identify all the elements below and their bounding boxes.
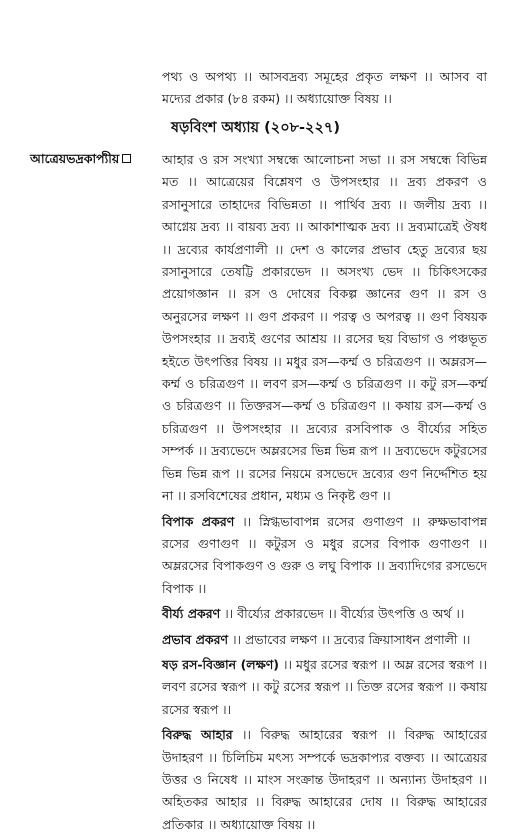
paragraph-text: আহার ও রস সংখ্যা সম্বন্ধে আলোচনা সভা ।। রস সম্বন্ধে বিভিন্ন মত ।। আত্রেয়ের বিশ্লেষণ ও উপসংহার ।। দ্রব্য প্রকরণ ও রসানুসারে তাহাদের বিভিন্নতা ।। পার্থিব দ্রব্য ।। জলীয় দ্রব্য ।। আগ্নেয় দ্রব্য ।। বায়ব্য দ্রব্য ।। আকাশাত্মক দ্রব্য ।। দ্রব্যমাত্রেই ঔষধ ।। দ্রব্যের কার্যপ্রণালী ।। দেশ ও কালের প্রভাব হেতু দ্রব্যের ছয় রসানুসারে তেষট্টি প্রকারভেদ ।। অসংখ্য ভেদ ।। চিকিৎসকের প্রয়োগজ্ঞান ।। রস ও দোষের বিকল্প জ্ঞানের গুণ ।। রস ও অনুরসের লক্ষণ ।। গুণ প্রকরণ ।। পরত্ব ও অপরত্ব ।। গুণ বিষয়ক উপসংহার ।। দ্রব্যই গুণের আশ্রয় ।। রসের ছয় বিভাগ ও পঞ্চভূত হইতে উৎপত্তির বিষয় ।। মধুর রস—কর্ম্ম ও চরিত্রগুণ ।। অম্লরস—কর্ম্ম ও চরিত্রগুণ ।। লবণ রস—কর্ম্ম ও চরিত্রগুণ ।। কটু রস—কর্ম্ম ও চরিত্রগুণ ।। তিক্তরস—কর্ম্ম ও চরিত্রগুণ ।। কষায় রস—কর্ম্ম ও চরিত্রগুণ ।। উপসংহার ।। দ্রব্যের রসবিপাক ও বীর্য্যের সহিত সম্পর্ক ।। দ্রব্যভেদে অম্লরসের ভিন্ন ভিন্ন রূপ ।। দ্রব্যভেদে কটুরসের ভিন্ন ভিন্ন রূপ ।। রসের নিয়মে রসভেদে দ্রব্যের গুণ নির্দ্দেশিত হয় না ।। রসবিশেষের প্রধান, মধ্যম ও নিকৃষ্ট গুণ ।। xyxy=(162,152,487,504)
box-icon xyxy=(122,154,131,163)
paragraph-text: ।। মধুর রসের স্বরূপ ।। অম্ল রসের স্বরূপ ।। লবণ রসের স্বরূপ ।। কটু রসের স্বরূপ ।। তিক্ত রসের স্বরূপ ।। কষায় রসের স্বরূপ ।। xyxy=(162,656,487,717)
paragraph-heading: প্রভাব প্রকরণ xyxy=(162,631,229,647)
contents-paragraph-vipaka xyxy=(162,511,487,601)
contents-paragraph-virya xyxy=(162,603,487,625)
intro-text: পথ্য ও অপথ্য ।। আসবদ্রব্য সমূহের প্রকৃত লক্ষণ ।। আসব বা মদ্যের প্রকার (৮৪ রকম) ।। অধ্যায়োক্ত বিষয় ।। xyxy=(162,69,487,106)
paragraph-text: ।। স্নিগ্ধভাবাপন্ন রসের গুণাগুণ ।। রুক্ষভাবাপন্ন রসের গুণাগুণ ।। কটুরস ও মধুর রসের বিপাক গুণাগুণ ।। অম্লরসের বিপাকগুণ ও গুরু ও লঘু বিপাক ।। দ্রব্যাদিগের রসভেদে বিপাক ।। xyxy=(162,513,488,596)
paragraph-heading: বিপাক প্রকরণ xyxy=(162,513,235,529)
section-label-text: আত্রেয়ভদ্রকাপ্যীয় xyxy=(30,151,120,166)
paragraph-heading: ষড় রস-বিজ্ঞান (লক্ষণ) xyxy=(162,656,279,672)
paragraph-heading: বিরুদ্ধ আহার xyxy=(162,727,233,743)
paragraph-text: ।। বীর্য্যের প্রকারভেদ ।। বীর্য্যের উৎপত্তি ও অর্থ ।। xyxy=(220,606,465,622)
section-label xyxy=(30,149,160,169)
contents-paragraph-viruddha xyxy=(162,724,487,836)
paragraph-text: ।। প্রভাবের লক্ষণ ।। দ্রব্যের ক্রিয়াসাধন প্রণালী ।। xyxy=(228,631,471,647)
contents-paragraph xyxy=(162,149,487,508)
paragraph-text: ।। বিরুদ্ধ আহারের স্বরূপ ।। বিরুদ্ধ আহারের উদাহরণ ।। চিলিচিম মৎস্য সম্পর্কে ভদ্রকাপ্যর বক্তব্য ।। আত্রেয়র উত্তর ও নিষেধ ।। মাংস সংক্রান্ত উদাহরণ ।। অন্যান্য উদাহরণ ।। অহিতকর আহার ।। বিরুদ্ধ আহারের দোষ ।। বিরুদ্ধ আহারের প্রতিকার ।। অধ্যায়োক্ত বিষয় ।। xyxy=(162,727,487,832)
chapter-contents xyxy=(162,149,487,836)
chapter-title: ষড়বিংশ অধ্যায় (২০৮-২২৭) xyxy=(171,120,340,136)
paragraph-heading: বীর্য্য প্রকরণ xyxy=(162,606,221,622)
contents-paragraph-prabhava xyxy=(162,629,487,651)
contents-paragraph-shadrasa xyxy=(162,654,487,721)
